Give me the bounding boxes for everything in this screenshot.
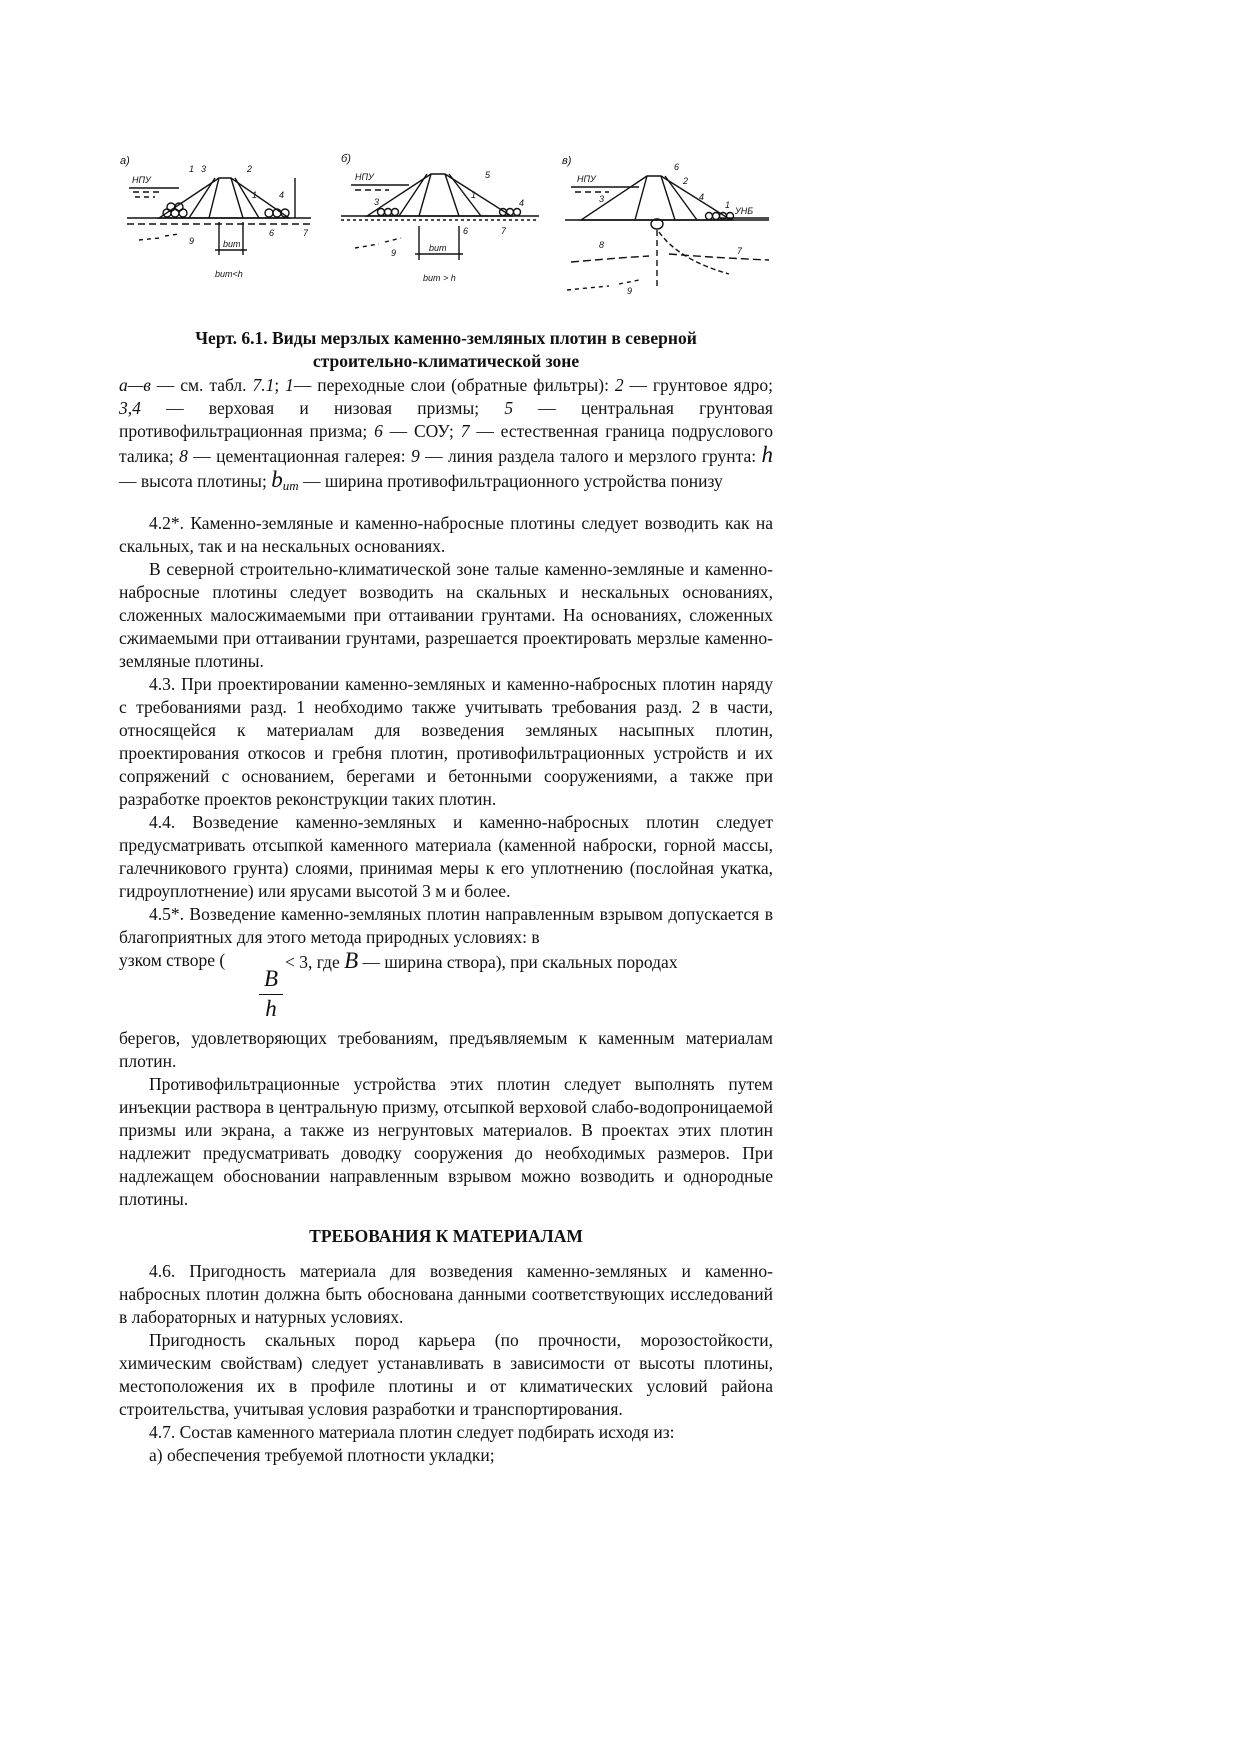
- legend-text: — СОУ;: [382, 421, 461, 441]
- dam-sections-drawing: [119, 150, 773, 308]
- paragraph-4-2-b: В северной строительно-климатической зоне талые каменно-земляные и каменно-набросные плотины следует возводить на скальных и нескальных основаниях, сложенных малосжимаемыми при оттаивании грунтами. На основаниях, сложенных сжимаемыми при оттаивании грунтами, разрешается проектировать мерзлые каменно-земляные плотины.: [119, 559, 773, 671]
- legend-num: 7: [460, 421, 470, 441]
- legend-text: — см. табл.: [150, 375, 253, 395]
- paragraph-4-5-b: Противофильтрационные устройства этих плотин следует выполнять путем инъекции раствора в центральную призму, отсыпкой верховой слабо-водопроницаемой призмы или экрана, а также из негрунтовых материалов. В проектах этих плотин надлежит предусматривать доводку сооружения до необходимых размеров. При надлежащем обосновании направленным взрывом можно возводить и однородные плотины.: [119, 1074, 773, 1209]
- panel-b-label-1: 1: [471, 190, 477, 200]
- panel-b-label-6: 6: [463, 226, 469, 236]
- panel-c-tag: в): [562, 155, 572, 167]
- panel-b: [341, 153, 539, 283]
- caption-line-1: Черт. 6.1. Виды мерзлых каменно-земляных плотин в северной: [195, 328, 697, 348]
- legend-num: 8: [179, 446, 188, 466]
- panel-b-level: НПУ: [355, 172, 374, 182]
- panel-c-label-3: 3: [599, 194, 605, 204]
- list-item-a: а) обеспечения требуемой плотности укладки;: [149, 1445, 495, 1465]
- panel-a-label-9: 9: [189, 236, 195, 246]
- panel-c-label-1: 1: [725, 200, 731, 210]
- paragraph-4-5: 4.5*. Возведение каменно-земляных плотин направленным взрывом допускается в благоприятных для этого метода природных условиях: в: [119, 904, 773, 947]
- dam-figure: [119, 150, 773, 308]
- ratio-fraction: [259, 965, 283, 1023]
- legend-num: 5: [504, 398, 514, 418]
- legend-tab-ref: 7.1: [252, 375, 275, 395]
- legend-text: — высота плотины;: [119, 471, 272, 491]
- panel-c-label-4: 4: [699, 192, 705, 202]
- legend-text: — цементационная галерея:: [187, 446, 411, 466]
- legend-num: 2: [614, 375, 624, 395]
- panel-c-level: НПУ: [577, 174, 596, 184]
- panel-a-tag: а): [120, 155, 130, 167]
- fraction-denominator: h: [265, 996, 277, 1021]
- panel-b-label-3: 3: [374, 197, 380, 207]
- section-heading: ТРЕБОВАНИЯ К МАТЕРИАЛАМ: [309, 1226, 583, 1246]
- legend-text: — линия раздела талого и мерзлого грунта:: [419, 446, 762, 466]
- legend-num: 3,4: [119, 398, 141, 418]
- formula-text-rest: — ширина створа), при скальных породах: [358, 952, 678, 972]
- legend-ab: а—в: [119, 375, 151, 395]
- panel-b-label-7: 7: [501, 226, 507, 236]
- caption-line-2: строительно-климатической зоне: [312, 351, 580, 371]
- panel-c: [562, 155, 769, 296]
- formula-text-mid: < 3, где: [285, 952, 345, 972]
- legend-var-h: h: [761, 442, 773, 467]
- panel-c-label-7: 7: [737, 246, 743, 256]
- panel-a-level: НПУ: [132, 175, 151, 185]
- panel-b-width: bит: [429, 243, 447, 253]
- paragraph-4-3: 4.3. При проектировании каменно-земляных и каменно-набросных плотин наряду с требованиями разд. 1 необходимо также учитывать требования разд. 2 в части, относящейся к материалам для возведения земляных насыпных плотин, проектирования откосов и гребня плотин, противофильтрационных устройств и их сопряжений с основанием, берегами и бетонными сооружениями, а также при разработке проектов реконструкции таких плотин.: [119, 674, 773, 809]
- panel-a-label-4: 4: [279, 190, 285, 200]
- panel-b-tag: б): [341, 153, 351, 165]
- paragraph-4-5-formula-line: [119, 949, 773, 1027]
- legend-text: — центральная грунтовая противофильтрационная призма;: [119, 398, 773, 441]
- legend-text: — ширина противофильтрационного устройства понизу: [298, 471, 723, 491]
- panel-a-label-1b: 1: [252, 190, 258, 200]
- legend-num: 9: [410, 446, 420, 466]
- legend-text: — верховая и низовая призмы;: [140, 398, 505, 418]
- panel-a-label-6: 6: [269, 228, 275, 238]
- figure-caption-title: [119, 327, 773, 373]
- panel-a-width: bит: [223, 239, 241, 249]
- panel-a-label-7: 7: [303, 228, 309, 238]
- panel-a-label-1: 1: [189, 164, 195, 174]
- fraction-numerator: B: [259, 965, 283, 995]
- panel-c-label-8: 8: [599, 240, 605, 250]
- paragraph-4-6-b: Пригодность скальных пород карьера (по прочности, морозостойкости, химическим свойствам) следует устанавливать в зависимости от высоты плотины, местоположения их в профиле плотины и от климатических условий района строительства, учитывая условия разработки и транспортирования.: [119, 1330, 773, 1419]
- panel-c-label-2: 2: [683, 176, 689, 186]
- legend-var-b-sub: um: [282, 478, 299, 493]
- figure-legend: [119, 374, 773, 497]
- panel-b-relation: bит > h: [423, 273, 456, 283]
- legend-text: ;: [274, 375, 286, 395]
- legend-var-b: b: [271, 467, 283, 492]
- formula-var-B: B: [344, 948, 359, 973]
- formula-text-start: узком створе (: [119, 950, 226, 970]
- panel-c-level2: УНБ: [735, 206, 754, 216]
- legend-num: 6: [374, 421, 383, 441]
- legend-text: — естественная граница подруслового талика;: [119, 421, 773, 466]
- paragraph-4-6: 4.6. Пригодность материала для возведения каменно-земляных и каменно-набросных плотин должна быть обоснована данными соответствующих исследований в лабораторных и натурных условиях.: [119, 1261, 773, 1327]
- panel-b-label-9: 9: [391, 248, 397, 258]
- legend-num: 1: [285, 375, 294, 395]
- panel-a-label-3: 3: [201, 164, 207, 174]
- legend-text: — переходные слои (обратные фильтры):: [293, 375, 615, 395]
- panel-c-label-6: 6: [674, 162, 680, 172]
- paragraph-4-4: 4.4. Возведение каменно-земляных и каменно-набросных плотин следует предусматривать отсыпкой каменного материала (каменной наброски, горной массы, галечникового грунта) слоями, принимая меры к его уплотнению (послойная укатка, гидроуплотнение) или ярусами высотой 3 м и более.: [119, 812, 773, 901]
- panel-b-label-5: 5: [485, 170, 491, 180]
- panel-b-label-4: 4: [519, 198, 525, 208]
- paragraph-4-7: 4.7. Состав каменного материала плотин следует подбирать исходя из:: [149, 1422, 675, 1442]
- panel-c-label-9: 9: [627, 286, 633, 296]
- legend-text: — грунтовое ядро;: [623, 375, 773, 395]
- formula-text-end: [285, 949, 678, 974]
- panel-a: [120, 155, 311, 279]
- panel-a-label-2: 2: [247, 164, 253, 174]
- panel-a-relation: bит<h: [215, 269, 243, 279]
- paragraph-4-2: 4.2*. Каменно-земляные и каменно-набросные плотины следует возводить как на скальных, так и на нескальных основаниях.: [119, 513, 773, 556]
- page: [119, 150, 773, 1467]
- paragraph-4-5-continued: берегов, удовлетворяющих требованиям, предъявляемым к каменным материалам плотин.: [119, 1028, 773, 1071]
